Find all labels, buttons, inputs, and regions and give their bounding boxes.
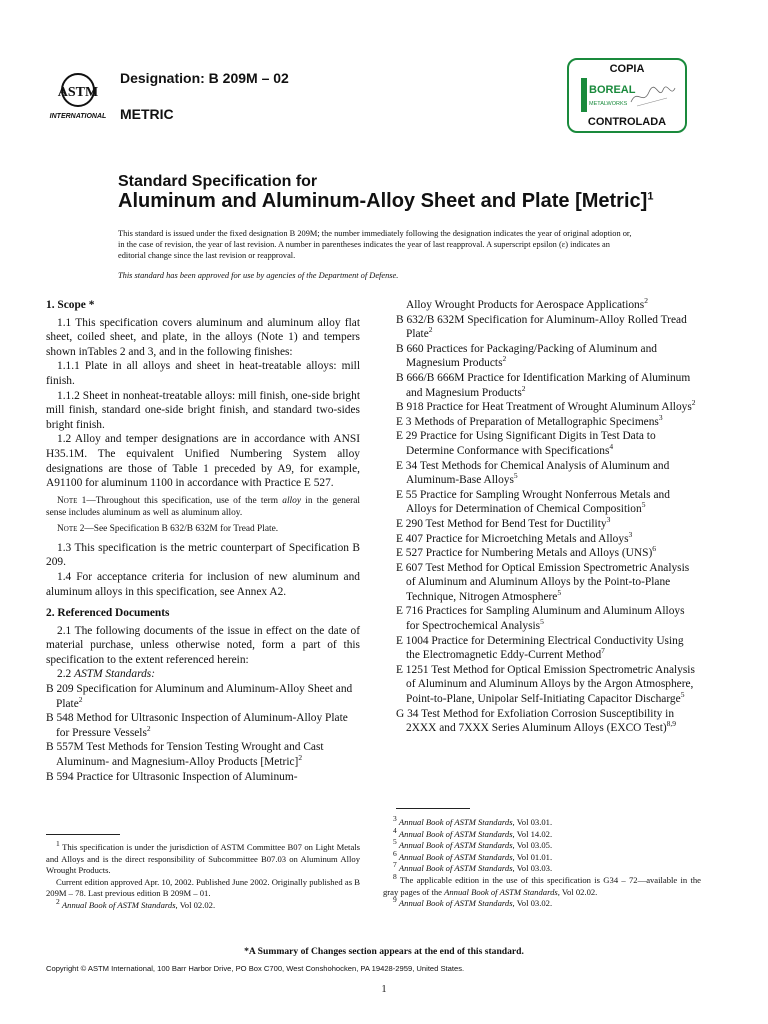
reference-item: E 607 Test Method for Optical Emission Spectrometric Analysis of Aluminum and Aluminum Alloys by the Point-to-Plane Technique, Nitrogen Atmosphere$^5$	[396, 561, 690, 603]
paragraph: 2.1 The following documents of the issue in effect on the date of material purchase, unless otherwise noted, form a part of this specification to the extent referenced herein:	[46, 624, 360, 666]
footnote: $^7$ Annual Book of ASTM Standards, Vol 03.03.	[393, 860, 553, 874]
reference-list-right	[396, 298, 699, 736]
paragraph: 1.3 This specification is the metric counterpart of Specification B 209.	[46, 541, 360, 569]
paragraph: 1.4 For acceptance criteria for inclusion of new aluminum and aluminum alloys in this specification, see Annex A2.	[46, 570, 360, 598]
reference-item: B 918 Practice for Heat Treatment of Wrought Aluminum Alloys$^2$	[396, 398, 696, 414]
reference-item: B 632/B 632M Specification for Aluminum-Alloy Rolled Tread Plate$^2$	[396, 313, 687, 341]
reference-item: E 407 Practice for Microetching Metals and Alloys$^3$	[396, 529, 633, 545]
reference-item: E 1004 Practice for Determining Electrical Conductivity Using the Electromagnetic Eddy-Current Method$^7$	[396, 634, 684, 662]
reference-item: B 594 Practice for Ultrasonic Inspection of Aluminum-	[46, 770, 298, 783]
paragraph: 1.1 This specification covers aluminum and aluminum alloy flat sheet, coiled sheet, and plate, in the alloys (Note 1) and tempers shown inTables 2 and 3, and in the following finishes:	[46, 316, 360, 358]
stamp-brand: BOREAL	[589, 84, 636, 96]
footnote: $^1$ This specification is under the jurisdiction of ASTM Committee B07 on Light Metals and Alloys and is the direct responsibility of Subcommittee B07.03 on Aluminum Alloy Wrought Products.	[46, 839, 360, 876]
reference-item: E 716 Practices for Sampling Aluminum and Aluminum Alloys for Spectrochemical Analysis$^5$	[396, 605, 685, 633]
logo-text: ASTM	[57, 85, 99, 100]
stamp-bottom-text: CONTROLADA	[587, 116, 667, 128]
metric-label: METRIC	[120, 106, 174, 122]
footnote-rule-left	[46, 834, 120, 835]
paragraph: 1.2 Alloy and temper designations are in accordance with ANSI H35.1M. The equivalent Unified Numbering System alloy designations are those of Table 1 preceded by A9, for example, A91100 for aluminum 1100 in accordance with Practice E 527.	[46, 433, 360, 490]
reference-item: Alloy Wrought Products for Aerospace Applications$^2$	[406, 296, 648, 311]
dod-approval: This standard has been approved for use by agencies of the Department of Defense.	[118, 271, 399, 280]
logo-subtext: INTERNATIONAL	[49, 113, 107, 120]
boreal-logo	[581, 78, 636, 112]
reference-item: B 666/B 666M Practice for Identification Marking of Aluminum and Magnesium Products$^2$	[396, 371, 691, 399]
right-column	[396, 298, 699, 736]
footnote: Current edition approved Apr. 10, 2002. Published June 2002. Originally published as B 209M – 78. Last previous edition B 209M – 01.	[46, 876, 360, 899]
left-column	[46, 298, 360, 784]
stamp-top-text: COPIA	[609, 63, 645, 75]
section-heading: 2. Referenced Documents	[46, 607, 170, 620]
footnote: $^4$ Annual Book of ASTM Standards, Vol 14.02.	[393, 825, 553, 839]
reference-item: B 548 Method for Ultrasonic Inspection of Aluminum-Alloy Plate for Pressure Vessels$^2$	[46, 712, 348, 739]
footnote: $^3$ Annual Book of ASTM Standards, Vol 03.01.	[393, 814, 553, 827]
stamp-brand-sub: METALWORKS	[589, 101, 628, 107]
footnotes-left	[46, 839, 360, 912]
paragraph: 2.2 ASTM Standards:	[57, 668, 156, 681]
reference-item: E 527 Practice for Numbering Metals and Alloys (UNS)$^6$	[396, 544, 656, 560]
page-number: 1	[381, 984, 387, 995]
summary-of-changes: *A Summary of Changes section appears at the end of this standard.	[244, 946, 524, 957]
section-heading: 1. Scope *	[46, 299, 95, 311]
paragraph: 1.1.2 Sheet in nonheat-treatable alloys: mill finish, one-side bright mill finish, standard one-side bright finish, and standard two-sides bright finish.	[46, 389, 360, 431]
reference-list-left	[46, 682, 360, 784]
footnote: $^9$ Annual Book of ASTM Standards, Vol 03.02.	[393, 895, 553, 909]
title-line-1: Standard Specification for	[118, 173, 318, 190]
reference-item: E 29 Practice for Using Significant Digits in Test Data to Determine Conformance with Specifications$^4$	[396, 430, 656, 457]
title-footnote-ref: 1	[647, 190, 654, 203]
controlled-copy-stamp	[567, 58, 687, 133]
copyright: Copyright © ASTM International, 100 Barr Harbor Drive, PO Box C700, West Conshohocken, PA 19428-2959, United States.	[46, 964, 465, 973]
paragraph: 1.1.1 Plate in all alloys and sheet in heat-treatable alloys: mill finish.	[46, 360, 360, 387]
reference-item: E 1251 Test Method for Optical Emission Spectrometric Analysis of Aluminum and Aluminum Alloys by the Argon Atmosphere, Point-to-Plane, Unipolar Self-Initiating Capacitor Discharge$^5$	[396, 663, 695, 706]
designation-notice: This standard is issued under the fixed designation B 209M; the number immediately following the designation indicates the year of original adoption or, in the case of revision, the year of last revision. A number in parentheses indicates the year of last reapproval. A superscript epsilon (ε) indicates an editorial change since the last revision or reapproval.	[118, 229, 632, 261]
signature-icon	[627, 80, 677, 110]
reference-item: B 557M Test Methods for Tension Testing Wrought and Cast Aluminum- and Magnesium-Alloy Products [Metric]$^2$	[46, 741, 324, 769]
footnotes-right	[383, 814, 701, 910]
title-text: Aluminum and Aluminum-Alloy Sheet and Plate [Metric]	[118, 190, 648, 212]
footnote: $^5$ Annual Book of ASTM Standards, Vol 03.05.	[393, 837, 553, 851]
reference-item: E 55 Practice for Sampling Wrought Nonferrous Metals and Alloys for Determination of Chemical Composition$^5$	[396, 488, 670, 516]
reference-item: B 660 Practices for Packaging/Packing of Aluminum and Magnesium Products$^2$	[396, 342, 657, 370]
reference-item: B 209 Specification for Aluminum and Aluminum-Alloy Sheet and Plate$^2$	[46, 683, 353, 710]
note-2: Note 2—See Specification B 632/B 632M for Tread Plate.	[57, 523, 279, 534]
reference-item: E 3 Methods of Preparation of Metallographic Specimens$^3$	[396, 412, 663, 428]
footnote-rule-right	[396, 808, 470, 809]
reference-item: E 290 Test Method for Bend Test for Ductility$^3$	[396, 515, 611, 530]
footnote: $^6$ Annual Book of ASTM Standards, Vol 01.01.	[393, 848, 553, 862]
title-line-2	[118, 190, 653, 213]
note-1: Note 1—Throughout this specification, use of the term alloy in the general sense includes aluminum as well as aluminum alloy.	[46, 495, 361, 518]
astm-logo	[46, 72, 110, 122]
reference-item: E 34 Test Methods for Chemical Analysis of Aluminum and Aluminum-Base Alloys$^5$	[396, 459, 670, 487]
footnote: $^8$ The applicable edition in the use of this specification is G34 – 72—available in the gray pages of the Annual Book of ASTM Standards, Vol 02.02.	[383, 872, 701, 897]
designation: Designation: B 209M – 02	[120, 70, 289, 86]
footnote: $^2$ Annual Book of ASTM Standards, Vol 02.02.	[56, 897, 216, 910]
reference-item: G 34 Test Method for Exfoliation Corrosion Susceptibility in 2XXX and 7XXX Series Aluminum Alloys (EXCO Test)$^{8,9}$	[396, 707, 677, 735]
astm-logo-icon	[46, 72, 110, 122]
